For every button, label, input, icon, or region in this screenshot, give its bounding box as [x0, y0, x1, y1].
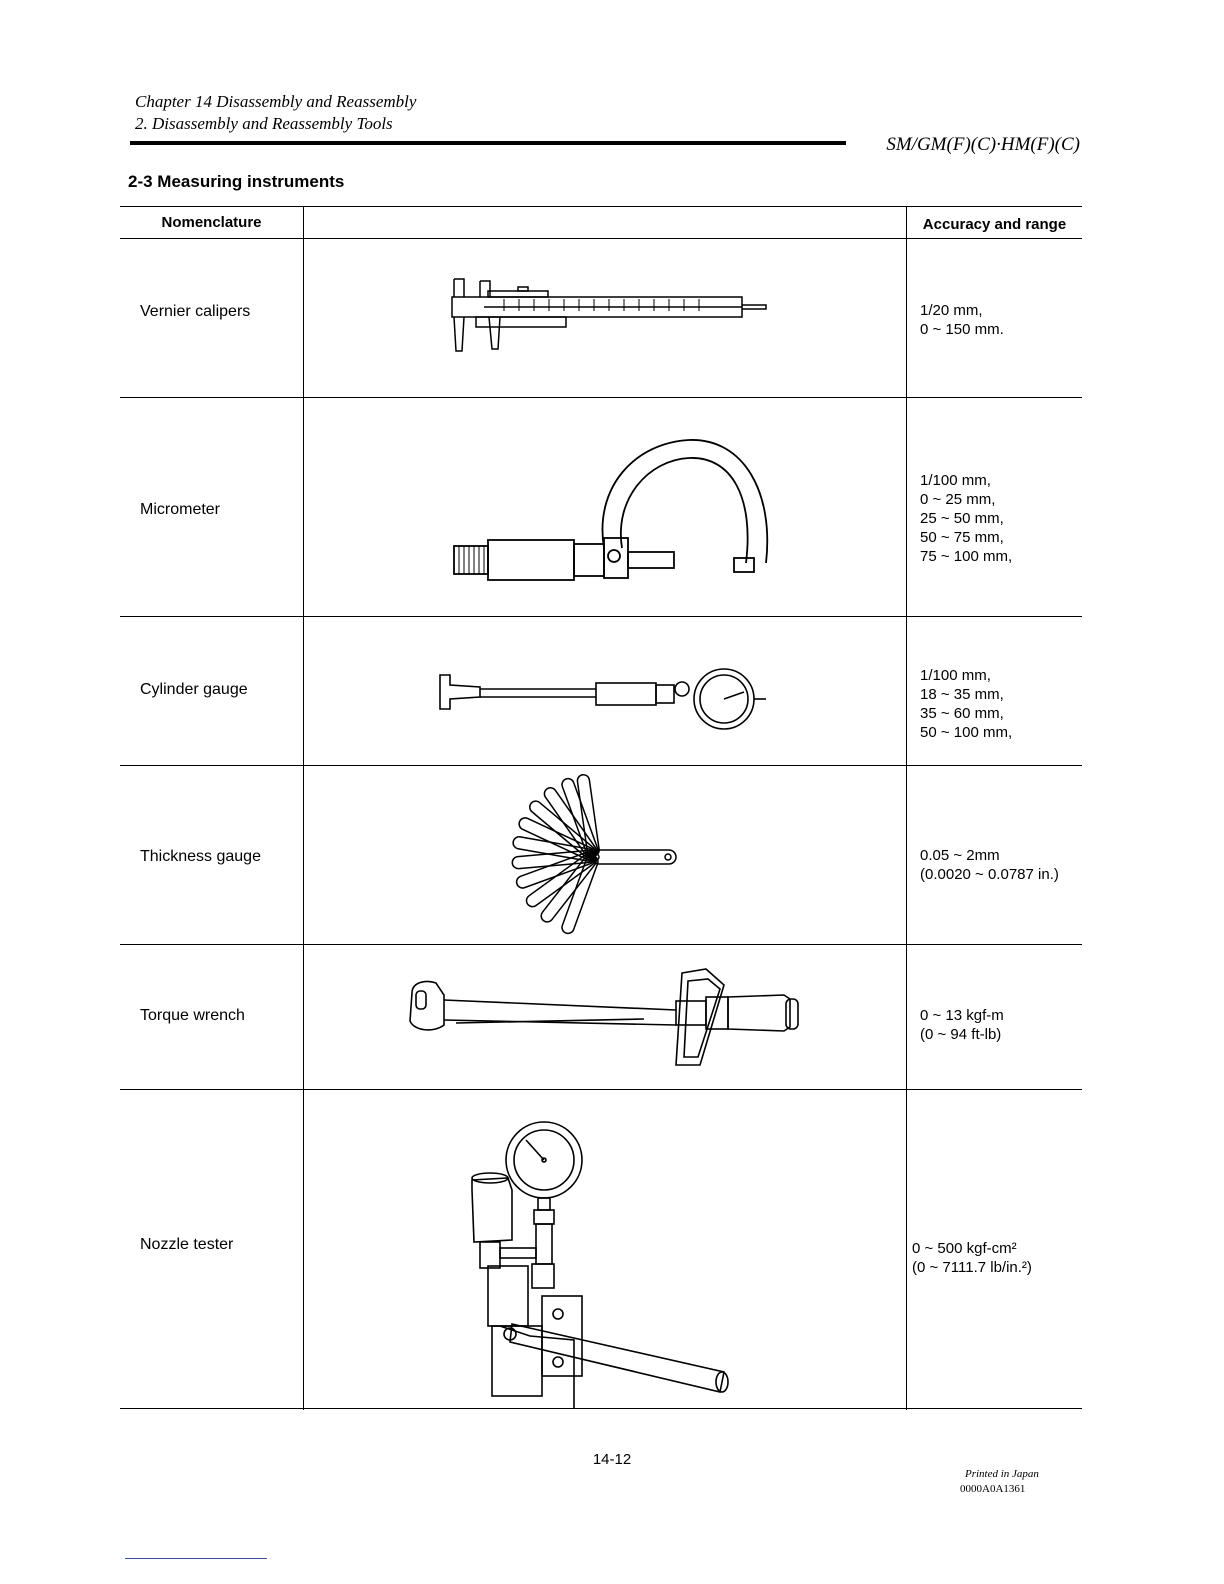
vernier-calipers-icon — [304, 239, 906, 397]
subsection-title: 2. Disassembly and Reassembly Tools — [135, 114, 393, 133]
table-row — [120, 398, 1082, 616]
table-row — [120, 239, 1082, 397]
row-accuracy: 0.05 ~ 2mm (0.0020 ~ 0.0787 in.) — [920, 847, 1059, 883]
page-number: 14-12 — [592, 1451, 632, 1468]
row-accuracy: 1/20 mm, 0 ~ 150 mm. — [920, 302, 1004, 338]
column-header-accuracy: Accuracy and range — [922, 215, 1067, 233]
row-accuracy: 0 ~ 500 kgf-cm² (0 ~ 7111.7 lb/in.²) — [912, 1240, 1032, 1276]
table-bottom-rule — [120, 1408, 1082, 1409]
header-rule — [130, 141, 846, 145]
row-accuracy: 1/100 mm, 0 ~ 25 mm, 25 ~ 50 mm, 50 ~ 75 mm, 75 ~ 100 mm, — [920, 472, 1013, 565]
section-title: 2-3 Measuring instruments — [128, 172, 345, 191]
chapter-title: Chapter 14 Disassembly and Reassembly — [135, 92, 417, 111]
document-id: 0000A0A1361 — [960, 1483, 1026, 1495]
row-name: Micrometer — [140, 501, 221, 518]
row-name: Cylinder gauge — [140, 681, 248, 698]
footer-rule — [125, 1558, 267, 1559]
row-name: Nozzle tester — [140, 1236, 234, 1253]
cylinder-gauge-icon — [304, 617, 906, 765]
table-row — [120, 945, 1082, 1089]
model-code: SM/GM(F)(C)·HM(F)(C) — [886, 134, 1080, 155]
table-row — [120, 766, 1082, 944]
torque-wrench-icon — [304, 945, 906, 1089]
table-row — [120, 617, 1082, 765]
row-accuracy: 1/100 mm, 18 ~ 35 mm, 35 ~ 60 mm, 50 ~ 100 mm, — [920, 667, 1013, 741]
column-header-nomenclature: Nomenclature — [161, 213, 262, 231]
micrometer-icon — [304, 398, 906, 616]
table-row — [120, 1090, 1082, 1408]
nozzle-tester-icon — [304, 1090, 906, 1408]
printed-note: Printed in Japan — [965, 1468, 1039, 1480]
row-name: Torque wrench — [140, 1007, 245, 1024]
row-name: Vernier calipers — [140, 303, 251, 320]
thickness-gauge-icon — [304, 766, 906, 944]
instruments-table — [120, 206, 1082, 1410]
row-name: Thickness gauge — [140, 848, 261, 865]
row-accuracy: 0 ~ 13 kgf-m (0 ~ 94 ft-lb) — [920, 1007, 1004, 1043]
